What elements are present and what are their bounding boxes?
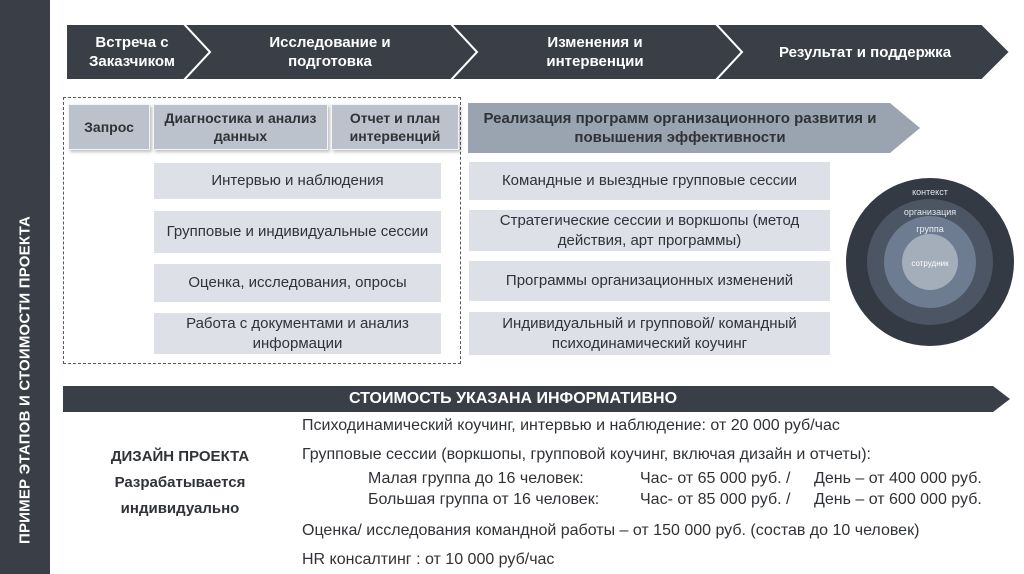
sidebar-title: ПРИМЕР ЭТАПОВ И СТОИМОСТИ ПРОЕКТА	[16, 215, 34, 545]
design-title: ДИЗАЙН ПРОЕКТА	[110, 448, 250, 465]
price-coaching: Психодинамический коучинг, интервью и наблюдение: от 20 000 руб/час	[302, 417, 840, 434]
research-item: Интервью и наблюдения	[154, 163, 441, 199]
small-group-label: Малая группа до 16 человек:	[368, 470, 584, 487]
stage-4-label: Результат и поддержка	[778, 43, 952, 61]
phase-report: Отчет и план интервенций	[331, 104, 459, 150]
implementation-item: Индивидуальный и групповой/ командный психодинамический коучинг	[469, 312, 830, 355]
employee-label: сотрудник	[911, 259, 949, 268]
large-group-hour: Час- от 85 000 руб. /	[640, 491, 791, 508]
context-label: контекст	[912, 187, 948, 197]
implementation-item: Программы организационных изменений	[469, 261, 830, 301]
large-group-label: Большая группа от 16 человек:	[368, 491, 600, 508]
group-label: группа	[916, 224, 944, 234]
implementation-item: Стратегические сессии и воркшопы (метод действия, арт программы)	[469, 210, 830, 251]
price-hr: HR консалтинг : от 10 000 руб/час	[302, 551, 555, 568]
design-line-2: Разрабатывается	[114, 474, 246, 491]
stage-2-label: Исследование и подготовка	[269, 34, 391, 70]
organization-label: организация	[903, 207, 957, 217]
price-group-sessions: Групповые сессии (воркшопы, групповой коучинг, включая дизайн и отчеты):	[302, 446, 871, 463]
small-group-hour: Час- от 65 000 руб. /	[640, 470, 791, 487]
price-small-group	[0, 470, 1024, 490]
research-item: Работа с документами и анализ информации	[154, 313, 441, 354]
implementation-item: Командные и выездные групповые сессии	[469, 162, 830, 200]
price-large-group	[0, 491, 1024, 511]
research-item: Групповые и индивидуальные сессии	[154, 211, 441, 253]
price-assessment: Оценка/ исследования командной работы – от 150 000 руб. (состав до 10 человек)	[302, 522, 920, 539]
research-item: Оценка, исследования, опросы	[154, 264, 441, 302]
stage-1-label: Встреча с Заказчиком	[89, 34, 175, 70]
phase-request: Запрос	[68, 104, 150, 150]
design-line-3: индивидуально	[120, 500, 240, 517]
phase-diagnostics: Диагностика и анализ данных	[153, 104, 328, 150]
stage-3-label: Изменения и интервенции	[546, 34, 644, 70]
cost-title: СТОИМОСТЬ УКАЗАНА ИНФОРМАТИВНО	[348, 390, 678, 407]
large-group-day: День – от 600 000 руб.	[814, 491, 982, 508]
small-group-day: День – от 400 000 руб.	[814, 470, 982, 487]
levels-diagram	[846, 178, 1014, 346]
phase-implementation: Реализация программ организационного развития и повышения эффективности	[483, 110, 877, 146]
